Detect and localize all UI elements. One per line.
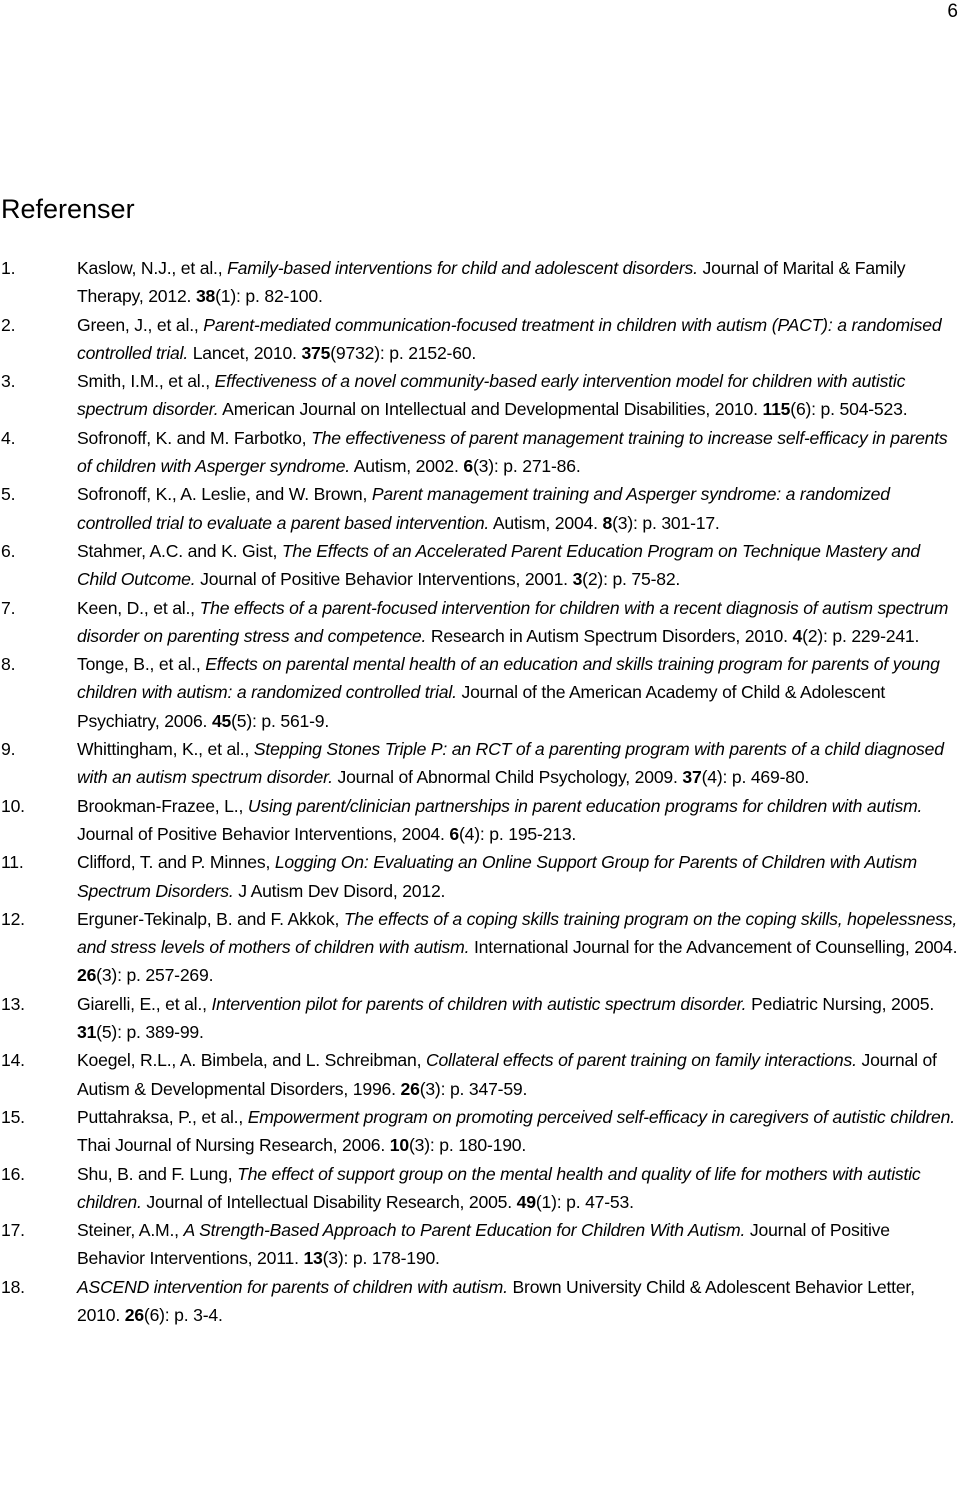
reference-item xyxy=(0,480,960,537)
reference-source: American Journal on Intellectual and Developmental Disabilities, 2010. xyxy=(222,399,758,420)
reference-source: Journal of Positive Behavior Interventions, 2001. xyxy=(200,569,568,590)
reference-volume: 6 xyxy=(449,823,460,844)
reference-title: ASCEND intervention for parents of children with autism. xyxy=(77,1276,508,1297)
reference-title: The effects of a parent-focused intervention for children with a recent diagnosis of autism spectrum disorder on parenting stress and competence. xyxy=(77,597,949,646)
reference-source: Autism, 2004. xyxy=(492,512,598,533)
reference-pages: (3): p. 180-190. xyxy=(408,1135,527,1156)
reference-title: Effects on parental mental health of an education and skills training program for parents of young children with autism: a randomized controlled trial. xyxy=(77,654,940,703)
reference-authors: Whittingham, K., et al., xyxy=(77,739,250,760)
reference-title: Parent-mediated communication-focused treatment in children with autism (PACT): a randomised controlled trial. xyxy=(77,314,942,363)
reference-source: International Journal for the Advancement of Counselling, 2004. xyxy=(473,937,958,958)
reference-pages: (4): p. 469-80. xyxy=(701,767,810,788)
reference-item xyxy=(0,1216,960,1273)
reference-number: 18. xyxy=(1,1276,25,1297)
references-heading: Referenser xyxy=(1,194,135,224)
reference-volume: 49 xyxy=(516,1191,536,1212)
reference-authors: Stahmer, A.C. and K. Gist, xyxy=(77,540,278,561)
reference-item xyxy=(0,367,960,424)
reference-volume: 26 xyxy=(400,1078,420,1099)
reference-item xyxy=(0,990,960,1047)
page-number: 6 xyxy=(947,1,958,22)
reference-source: Journal of Marital & Family Therapy, 2012. xyxy=(77,258,906,307)
reference-number: 4. xyxy=(1,427,16,448)
reference-title: Family-based interventions for child and adolescent disorders. xyxy=(227,258,698,278)
reference-source: Journal of the American Academy of Child & Adolescent Psychiatry, 2006. xyxy=(77,682,886,731)
reference-authors: Clifford, T. and P. Minnes, xyxy=(77,852,271,873)
reference-title: Using parent/clinician partnerships in parent education programs for children with autism. xyxy=(247,795,923,816)
reference-number: 6. xyxy=(1,540,16,561)
reference-pages: (5): p. 561-9. xyxy=(231,710,330,731)
reference-list xyxy=(0,254,960,1329)
reference-volume: 3 xyxy=(572,569,583,590)
reference-pages: (5): p. 389-99. xyxy=(96,1022,204,1043)
reference-source: Journal of Positive Behavior Interventions, 2004. xyxy=(77,823,445,844)
reference-item xyxy=(0,311,960,368)
reference-volume: 10 xyxy=(389,1135,409,1156)
reference-volume: 37 xyxy=(682,767,702,788)
reference-number: 15. xyxy=(1,1106,25,1127)
reference-pages: (1): p. 82-100. xyxy=(215,286,323,307)
reference-pages: (2): p. 229-241. xyxy=(802,625,920,646)
reference-item xyxy=(0,1103,960,1160)
reference-item xyxy=(0,905,960,990)
reference-volume: 6 xyxy=(463,456,473,477)
reference-source: Lancet, 2010. xyxy=(192,342,297,363)
reference-number: 10. xyxy=(1,795,25,816)
reference-item xyxy=(0,735,960,792)
reference-number: 16. xyxy=(1,1163,25,1184)
reference-authors: Koegel, R.L., A. Bimbela, and L. Schreibman, xyxy=(77,1050,422,1071)
reference-number: 1. xyxy=(1,258,16,278)
reference-source: Journal of Positive Behavior Interventions, 2011. xyxy=(77,1220,890,1269)
reference-number: 8. xyxy=(1,654,16,675)
reference-pages: (4): p. 195-213. xyxy=(459,823,577,844)
reference-pages: (3): p. 257-269. xyxy=(96,965,214,986)
reference-volume: 13 xyxy=(303,1248,323,1269)
reference-title: Logging On: Evaluating an Online Support Group for Parents of Children with Autism Spectrum Disorders. xyxy=(77,852,917,901)
reference-number: 14. xyxy=(1,1050,25,1071)
reference-pages: (6): p. 504-523. xyxy=(790,399,908,420)
reference-number: 9. xyxy=(1,739,16,760)
reference-item xyxy=(0,848,960,905)
reference-source: Research in Autism Spectrum Disorders, 2010. xyxy=(430,625,788,646)
reference-item xyxy=(0,1273,960,1330)
reference-number: 3. xyxy=(1,371,16,392)
reference-title: The effect of support group on the mental health and quality of life for mothers with autistic children. xyxy=(77,1163,921,1212)
reference-title: Intervention pilot for parents of children with autistic spectrum disorder. xyxy=(211,993,747,1014)
reference-pages: (2): p. 75-82. xyxy=(582,569,681,590)
reference-volume: 26 xyxy=(124,1304,144,1325)
reference-item xyxy=(0,594,960,651)
reference-authors: Kaslow, N.J., et al., xyxy=(77,258,223,278)
reference-authors: Keen, D., et al., xyxy=(77,597,195,618)
reference-title: The effects of a coping skills training program on the coping skills, hopelessness, and stress levels of mothers of children with autism. xyxy=(77,908,958,958)
reference-authors: Sofronoff, K. and M. Farbotko, xyxy=(77,427,307,448)
reference-authors: Smith, I.M., et al., xyxy=(77,371,210,392)
reference-authors: Tonge, B., et al., xyxy=(77,654,201,675)
reference-source: Journal of Autism & Developmental Disorders, 1996. xyxy=(77,1050,937,1099)
reference-item xyxy=(0,1046,960,1103)
reference-item xyxy=(0,792,960,849)
reference-source: Thai Journal of Nursing Research, 2006. xyxy=(77,1135,386,1156)
reference-volume: 4 xyxy=(792,625,803,646)
reference-authors: Giarelli, E., et al., xyxy=(77,993,207,1014)
reference-title: Empowerment program on promoting perceived self-efficacy in caregivers of autistic children. xyxy=(247,1106,955,1127)
reference-volume: 26 xyxy=(77,965,97,986)
reference-item xyxy=(0,1160,960,1217)
reference-volume: 45 xyxy=(211,710,232,731)
reference-pages: (3): p. 271-86. xyxy=(473,456,581,477)
reference-authors: Green, J., et al., xyxy=(77,314,199,335)
reference-number: 2. xyxy=(1,314,16,335)
reference-volume: 375 xyxy=(301,342,331,363)
reference-item xyxy=(0,537,960,594)
reference-source: Brown University Child & Adolescent Behavior Letter, 2010. xyxy=(77,1276,915,1325)
reference-pages: (6): p. 3-4. xyxy=(143,1304,223,1325)
reference-pages: (9732): p. 2152-60. xyxy=(330,342,477,363)
reference-source: J Autism Dev Disord, 2012. xyxy=(238,880,446,901)
reference-pages: (3): p. 347-59. xyxy=(419,1078,528,1099)
reference-number: 5. xyxy=(1,484,16,505)
reference-title: Stepping Stones Triple P: an RCT of a parenting program with parents of a child diagnosed with an autism spectrum disorder. xyxy=(77,739,944,788)
reference-item xyxy=(0,650,960,735)
reference-source: Journal of Intellectual Disability Research, 2005. xyxy=(146,1191,512,1212)
reference-authors: Brookman-Frazee, L., xyxy=(77,795,244,816)
reference-pages: (3): p. 178-190. xyxy=(322,1248,440,1269)
reference-volume: 31 xyxy=(77,1022,97,1043)
reference-authors: Puttahraksa, P., et al., xyxy=(77,1106,244,1127)
reference-authors: Erguner-Tekinalp, B. and F. Akkok, xyxy=(77,908,340,929)
reference-item xyxy=(0,254,960,311)
reference-title: Parent management training and Asperger syndrome: a randomized controlled trial to evaluate a parent based intervention. xyxy=(77,484,890,533)
reference-pages: (3): p. 301-17. xyxy=(612,512,720,533)
reference-volume: 38 xyxy=(195,286,216,307)
reference-title: Collateral effects of parent training on family interactions. xyxy=(425,1050,857,1071)
reference-volume: 115 xyxy=(762,399,791,420)
reference-authors: Steiner, A.M., xyxy=(77,1220,179,1241)
reference-number: 17. xyxy=(1,1220,25,1241)
reference-title: A Strength-Based Approach to Parent Education for Children With Autism. xyxy=(183,1220,746,1241)
reference-item xyxy=(0,424,960,481)
reference-volume: 8 xyxy=(602,512,613,533)
reference-number: 7. xyxy=(1,597,16,618)
reference-authors: Sofronoff, K., A. Leslie, and W. Brown, xyxy=(77,484,368,505)
reference-source: Journal of Abnormal Child Psychology, 2009. xyxy=(337,767,678,788)
reference-number: 13. xyxy=(1,993,25,1014)
reference-number: 11. xyxy=(1,852,24,873)
reference-pages: (1): p. 47-53. xyxy=(535,1191,634,1212)
reference-source: Pediatric Nursing, 2005. xyxy=(751,993,935,1014)
reference-title: Effectiveness of a novel community-based early intervention model for children with autistic spectrum disorder. xyxy=(77,371,906,420)
reference-source: Autism, 2002. xyxy=(353,456,459,477)
reference-title: The Effects of an Accelerated Parent Education Program on Technique Mastery and Child Outcome. xyxy=(77,540,921,590)
reference-number: 12. xyxy=(1,908,25,929)
reference-authors: Shu, B. and F. Lung, xyxy=(77,1163,233,1184)
reference-title: The effectiveness of parent management training to increase self-efficacy in parents of children with Asperger syndrome. xyxy=(77,427,948,477)
